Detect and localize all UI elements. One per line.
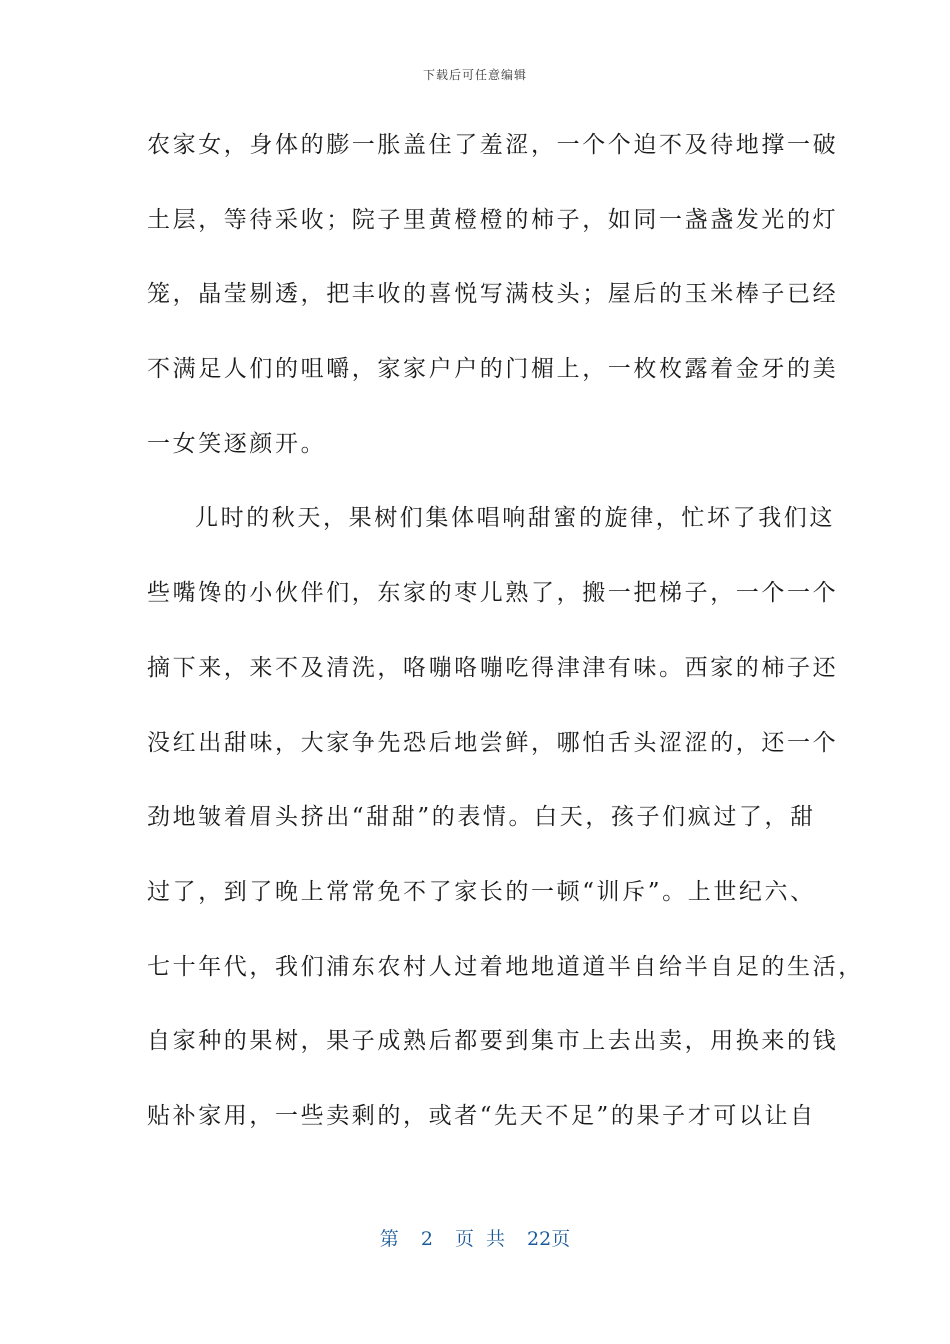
footer-page-label: 第 (379, 1228, 399, 1250)
text-line: 一女笑逐颜开。 (147, 430, 327, 457)
text-line: 劲地皱着眉头挤出“甜甜”的表情。白天，孩子们疯过了，甜 (147, 804, 816, 831)
text-line: 不满足人们的咀嚼，家家户户的门楣上，一枚枚露着金牙的美 (147, 356, 839, 383)
text-line: 贴补家用，一些卖剩的，或者“先天不足”的果子才可以让自 (147, 1102, 816, 1129)
text-line: 笼，晶莹剔透，把丰收的喜悦写满枝头；屋后的玉米棒子已经 (147, 281, 839, 308)
page-header: 下载后可任意编辑 (422, 68, 527, 82)
footer-of-label: 页 共 (454, 1228, 505, 1250)
footer-current-page: 2 (420, 1228, 433, 1250)
footer-total-pages: 22页 (527, 1228, 571, 1250)
text-line: 自家种的果树，果子成熟后都要到集市上去出卖，用换来的钱 (147, 1028, 839, 1055)
text-line: 没红出甜味，大家争先恐后地尝鲜，哪怕舌头涩涩的，还一个 (147, 729, 839, 756)
document-body (147, 128, 864, 1174)
text-line: 七十年代，我们浦东农村人过着地地道道半自给半自足的生活， (147, 953, 864, 980)
paragraph-first-line: 儿时的秋天，果树们集体唱响甜蜜的旋律，忙坏了我们这 (195, 505, 835, 532)
text-line: 农家女，身体的膨一胀盖住了羞涩，一个个迫不及待地撑一破 (147, 132, 839, 158)
text-line: 些嘴馋的小伙伴们，东家的枣儿熟了，搬一把梯子，一个一个 (147, 580, 839, 607)
text-line: 过了，到了晚上常常免不了家长的一顿“训斥”。上世纪六、 (147, 878, 816, 905)
text-line: 土层，等待采收；院子里黄橙橙的柿子，如同一盏盏发光的灯 (147, 206, 839, 233)
text-line: 摘下来，来不及清洗，咯嘣咯嘣吃得津津有味。西家的柿子还 (147, 654, 839, 681)
page-footer (0, 1224, 950, 1251)
